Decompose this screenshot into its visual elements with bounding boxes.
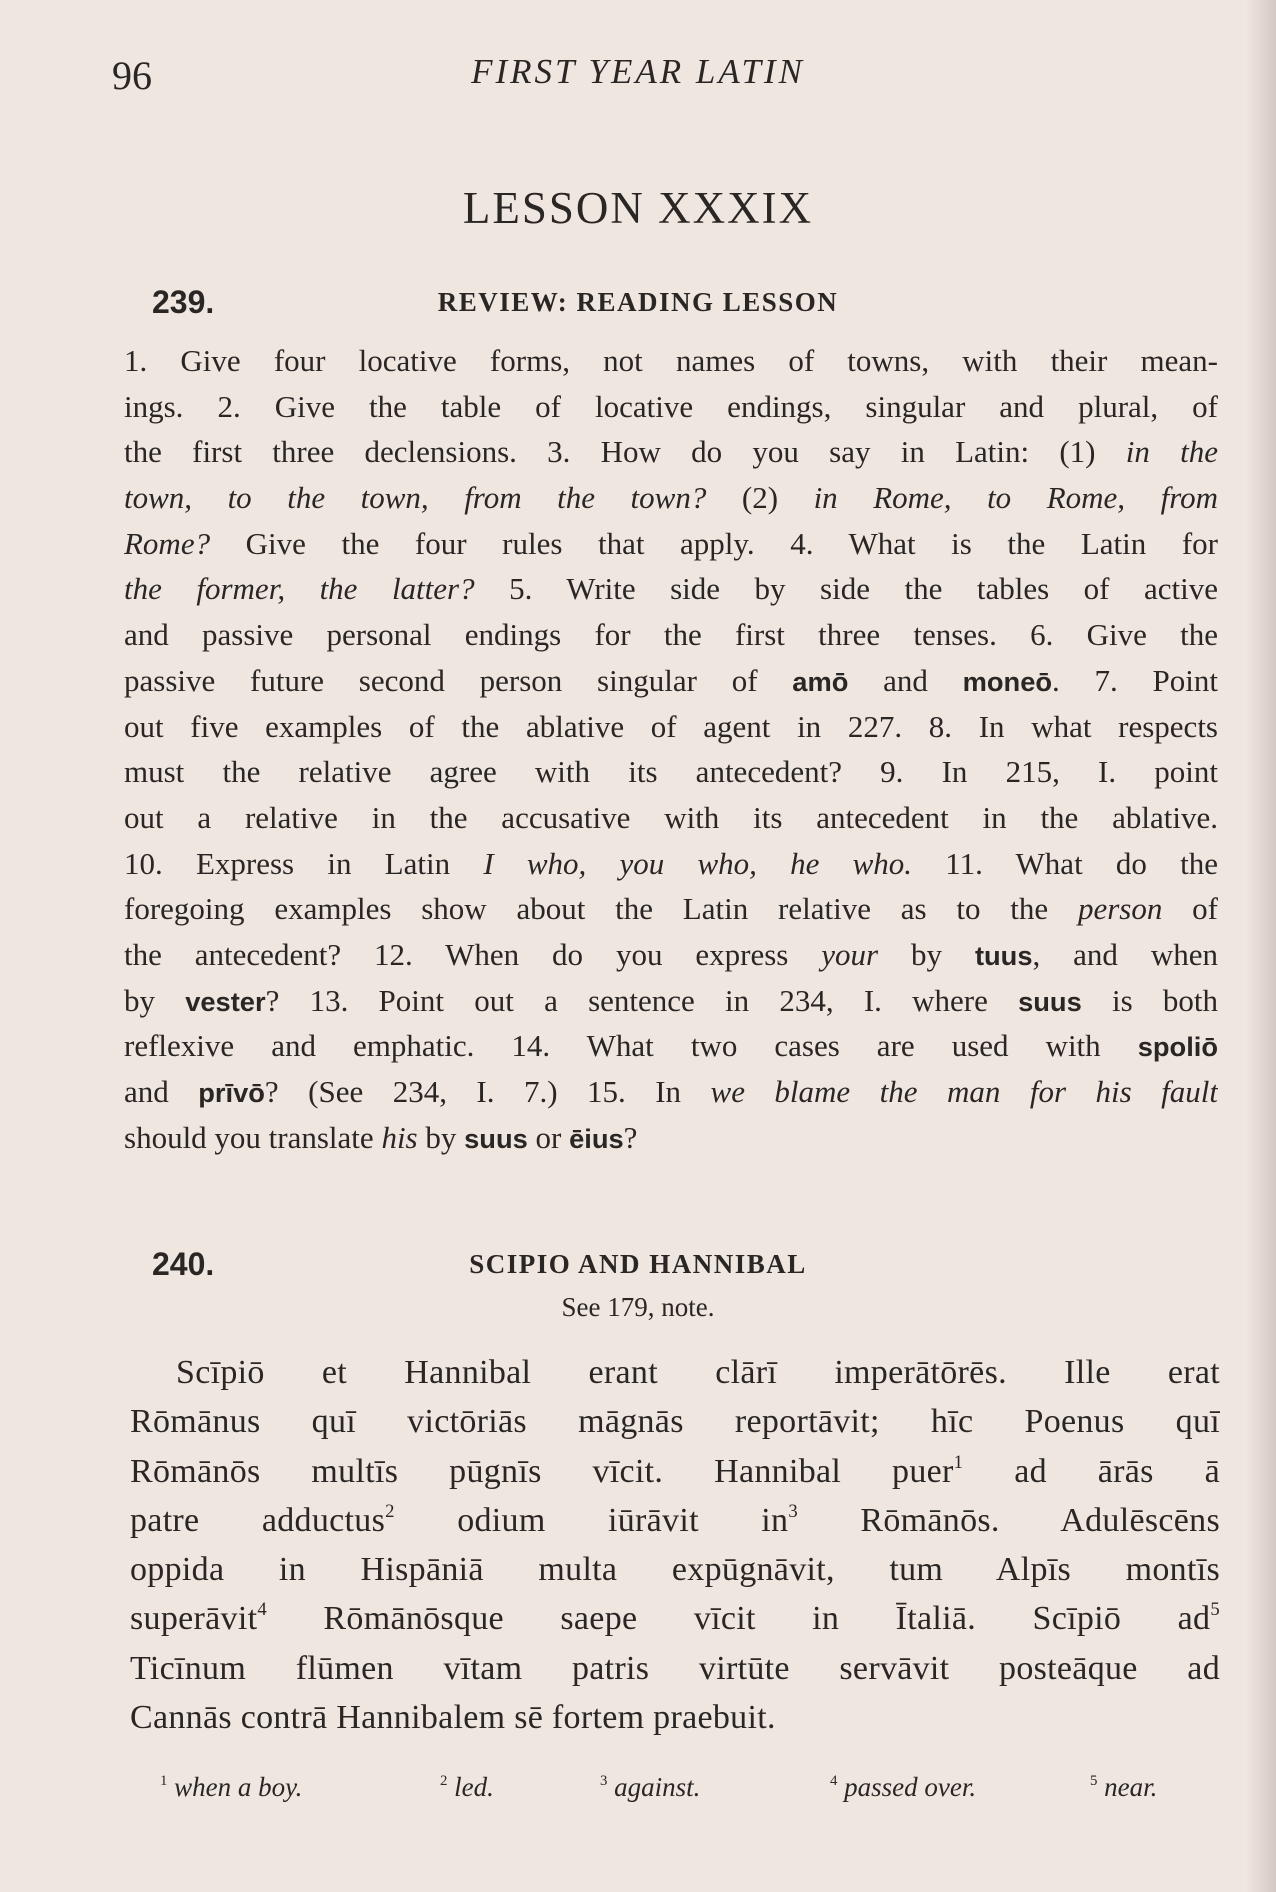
text-line — [124, 704, 1218, 750]
text-run: or — [527, 1119, 570, 1155]
text-run: superāvit — [130, 1600, 258, 1638]
footnote-mark: 3 — [600, 1772, 608, 1789]
text-run: foregoing examples show about the Latin relative as to the — [124, 891, 1078, 927]
footnote-ref: 2 — [385, 1500, 395, 1522]
section-number: 239. — [152, 284, 215, 320]
latin-word: tuus — [974, 939, 1033, 971]
text-line — [124, 658, 1218, 704]
page-edge-shadow — [1246, 0, 1276, 1892]
latin-word: suus — [464, 1122, 528, 1154]
section-title: SCIPIO AND HANNIBAL — [469, 1249, 807, 1279]
text-line — [130, 1397, 1220, 1446]
italic-text: in the — [1125, 434, 1218, 470]
latin-word: vester — [185, 985, 266, 1017]
footnotes — [0, 1772, 1276, 1812]
footnote-mark: 1 — [160, 1772, 168, 1789]
text-run: passive future second person singular of — [124, 662, 793, 698]
text-run: patre adductus — [130, 1501, 386, 1539]
section-240-heading — [0, 1246, 1276, 1290]
text-run: out five examples of the ablative of agent in 227. 8. In what respects — [124, 708, 1218, 744]
text-line — [124, 566, 1218, 612]
text-run: Scīpiō et Hannibal erant clārī imperātōrēs. Ille erat — [176, 1354, 1220, 1391]
text-line — [124, 521, 1218, 567]
footnote — [600, 1772, 700, 1803]
text-run: Rōmānōs multīs pūgnīs vīcit. Hannibal puer — [130, 1452, 954, 1490]
latin-word: moneō — [962, 665, 1053, 697]
text-line — [124, 749, 1218, 795]
text-run: by — [878, 936, 975, 972]
footnote-text: led. — [447, 1772, 494, 1802]
text-run: out a relative in the accusative with its antecedent in the ablative. — [124, 799, 1218, 835]
section-title: REVIEW: READING LESSON — [437, 287, 839, 317]
footnote-text: against. — [607, 1772, 701, 1802]
text-run: ? 13. Point out a sentence in 234, I. where — [265, 982, 1019, 1018]
text-run: Ticīnum flūmen vītam patris virtūte servāvit posteāque ad — [130, 1649, 1220, 1687]
text-line — [124, 384, 1218, 430]
footnote — [160, 1772, 302, 1803]
italic-text: in Rome, to Rome, from — [813, 480, 1218, 516]
text-run: and — [848, 662, 963, 698]
text-run: Rōmānōsque saepe vīcit in Ītaliā. Scīpiō ad — [266, 1600, 1211, 1638]
text-line — [130, 1594, 1220, 1643]
text-run: and passive personal endings for the first three tenses. 6. Give the — [124, 617, 1218, 653]
text-line — [130, 1545, 1220, 1594]
text-line — [124, 932, 1218, 978]
footnote-mark: 2 — [440, 1772, 448, 1789]
text-run: and — [124, 1074, 199, 1109]
footnote-ref: 1 — [953, 1451, 964, 1473]
text-line — [124, 612, 1218, 658]
footnote-ref: 3 — [788, 1500, 798, 1522]
text-run: of — [1162, 891, 1218, 927]
text-run: 5. Write side by side the tables of active — [474, 571, 1218, 607]
text-line — [130, 1693, 1220, 1742]
latin-word: prīvō — [198, 1077, 265, 1108]
footnote-text: passed over. — [837, 1772, 977, 1802]
footnote-ref: 4 — [257, 1599, 267, 1621]
text-run: odium iūrāvit in — [394, 1501, 789, 1539]
lesson-title: LESSON XXXIX — [462, 183, 814, 233]
text-run: 10. Express in Latin — [124, 845, 484, 881]
text-run: Give the four rules that apply. 4. What is the Latin for — [210, 525, 1218, 561]
text-line — [130, 1644, 1220, 1693]
text-run: is both — [1081, 982, 1218, 1018]
text-run: ? (See 234, I. 7.) 15. In — [264, 1074, 711, 1109]
text-run: , and when — [1032, 936, 1218, 972]
text-line — [124, 1023, 1218, 1069]
footnote-mark: 4 — [830, 1772, 838, 1789]
footnote — [440, 1772, 494, 1803]
latin-word: amō — [792, 665, 849, 697]
page-header — [0, 44, 1276, 104]
italic-text: his — [381, 1119, 418, 1155]
running-title: FIRST YEAR LATIN — [471, 52, 805, 91]
text-run: . 7. Point — [1052, 662, 1218, 698]
text-run: ? — [623, 1119, 638, 1155]
text-run: oppida in Hispāniā multa expūgnāvit, tum Alpīs montīs — [130, 1551, 1220, 1589]
section-number: 240. — [152, 1246, 215, 1282]
text-run: ad ārās ā — [963, 1452, 1220, 1490]
text-line — [124, 1115, 1218, 1161]
text-run: should you translate — [124, 1119, 382, 1155]
text-line — [130, 1496, 1220, 1545]
italic-text: Rome? — [124, 525, 211, 561]
latin-word: suus — [1018, 985, 1082, 1017]
text-run: the antecedent? 12. When do you express — [124, 936, 822, 972]
text-run: (2) — [706, 480, 814, 516]
italic-text: town, to the town, from the town? — [124, 480, 707, 516]
text-line — [124, 841, 1218, 887]
footnote — [1090, 1772, 1157, 1803]
text-run: Cannās contrā Hannibalem sē fortem praebuit. — [130, 1699, 776, 1737]
italic-text: person — [1077, 891, 1163, 927]
text-run: by — [124, 982, 186, 1018]
latin-word: spoliō — [1137, 1031, 1218, 1063]
text-run: Rōmānus quī victōriās māgnās reportāvit; hīc Poenus quī — [130, 1403, 1220, 1441]
text-line — [124, 978, 1218, 1024]
footnote-text: near. — [1097, 1772, 1158, 1802]
text-line — [124, 886, 1218, 932]
latin-word: ēius — [569, 1122, 624, 1154]
text-line — [130, 1348, 1220, 1397]
section-239-heading — [0, 284, 1276, 328]
text-line — [130, 1447, 1220, 1496]
text-line — [124, 429, 1218, 475]
latin-reading-passage — [130, 1348, 1220, 1742]
footnote-ref: 5 — [1210, 1599, 1220, 1621]
italic-text: the former, the latter? — [124, 571, 475, 607]
text-line — [124, 475, 1218, 521]
text-line — [124, 1069, 1218, 1115]
text-run: by — [417, 1119, 465, 1155]
text-run: ings. 2. Give the table of locative endings, singular and plural, of — [124, 388, 1218, 424]
italic-text: your — [821, 936, 879, 972]
footnote-mark: 5 — [1090, 1772, 1098, 1789]
text-line — [124, 338, 1218, 384]
text-line — [124, 795, 1218, 841]
italic-text: we blame the man for his fault — [710, 1074, 1218, 1109]
text-run: Rōmānōs. Adulēscēns — [797, 1501, 1220, 1539]
text-run: the first three declensions. 3. How do you say in Latin: (1) — [124, 434, 1126, 470]
footnote-text: when a boy. — [167, 1772, 303, 1802]
footnote — [830, 1772, 976, 1803]
review-questions — [124, 338, 1218, 1160]
reference-note: See 179, note. — [561, 1292, 715, 1322]
text-run: 11. What do the — [912, 845, 1218, 881]
text-run: 1. Give four locative forms, not names of towns, with their mean- — [124, 343, 1218, 378]
page-number: 96 — [112, 53, 152, 98]
text-run: must the relative agree with its antecedent? 9. In 215, I. point — [124, 754, 1218, 790]
text-run: reflexive and emphatic. 14. What two cases are used with — [124, 1028, 1138, 1064]
italic-text: I who, you who, he who. — [483, 845, 913, 881]
